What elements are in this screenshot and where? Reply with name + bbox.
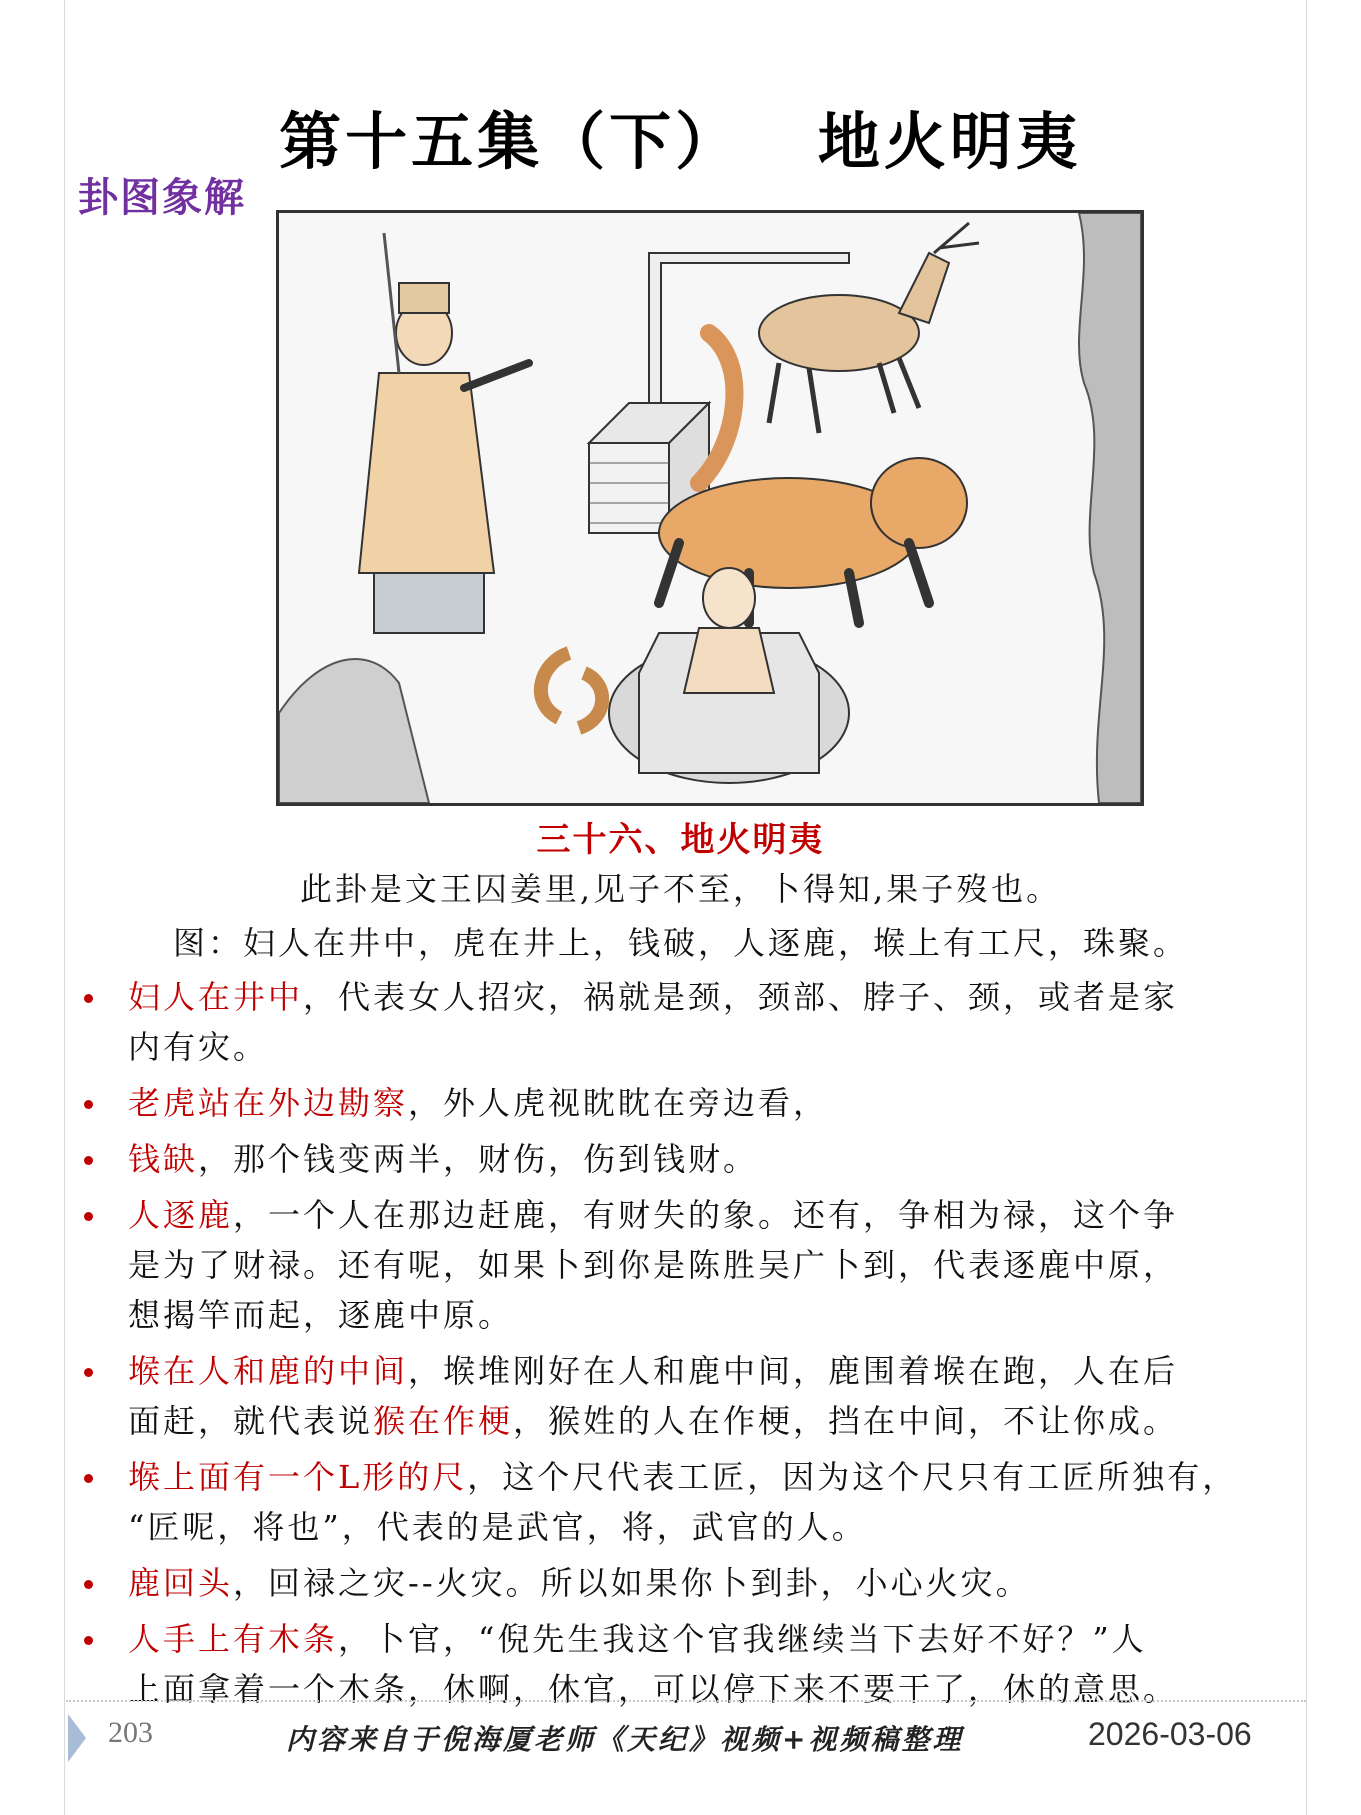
list-item bbox=[80, 1346, 1320, 1446]
plants-shape bbox=[279, 659, 429, 803]
body-text: 面赶，就代表说 bbox=[128, 1402, 374, 1440]
footer-divider bbox=[66, 1700, 1306, 1702]
footer-date: 2026-03-06 bbox=[1088, 1716, 1252, 1752]
highlighted-phrase: 老虎站在外边勘察 bbox=[128, 1084, 409, 1122]
list-item-line bbox=[128, 1078, 1320, 1128]
body-text: ，卜官，“倪先生我这个官我继续当下去好不好？”人 bbox=[338, 1620, 1147, 1658]
list-item bbox=[80, 1134, 1320, 1184]
bullet-dot-icon bbox=[84, 1580, 93, 1589]
intro-line-1: 此卦是文王囚姜里,见子不至，卜得知,果子歿也。 bbox=[299, 870, 1062, 908]
hexagram-illustration bbox=[276, 210, 1144, 806]
hexagram-caption: 三十六、地火明夷 bbox=[536, 820, 825, 860]
bullet-dot-icon bbox=[84, 1156, 93, 1165]
body-text: 是为了财禄。还有呢，如果卜到你是陈胜吴广卜到，代表逐鹿中原， bbox=[128, 1246, 1179, 1284]
interpretation-list bbox=[80, 972, 1320, 1720]
illustration-svg bbox=[279, 213, 1141, 803]
list-item-line bbox=[128, 972, 1320, 1022]
page-title: 第十五集（下） 地火明夷 bbox=[279, 105, 1082, 178]
section-label: 卦图象解 bbox=[78, 174, 246, 221]
highlighted-phrase: 钱缺 bbox=[128, 1140, 199, 1178]
list-item bbox=[80, 1614, 1320, 1714]
body-text: ，猴姓的人在作梗，挡在中间，不让你成。 bbox=[513, 1402, 1179, 1440]
tree-shape bbox=[1079, 213, 1141, 803]
highlighted-phrase: 人逐鹿 bbox=[128, 1196, 234, 1234]
body-text: ，堠堆刚好在人和鹿中间，鹿围着堠在跑，人在后 bbox=[408, 1352, 1179, 1390]
page-number: 203 bbox=[108, 1716, 153, 1749]
list-item-line bbox=[128, 1558, 1320, 1608]
bullet-dot-icon bbox=[84, 1474, 93, 1483]
list-item-line bbox=[128, 1452, 1320, 1502]
list-item-line bbox=[128, 1502, 1320, 1552]
list-item bbox=[80, 1078, 1320, 1128]
list-item bbox=[80, 1452, 1320, 1552]
highlighted-phrase: 堠上面有一个L形的尺 bbox=[128, 1458, 468, 1496]
list-item bbox=[80, 972, 1320, 1072]
list-item-line bbox=[128, 1290, 1320, 1340]
source-note: 内容来自于倪海厦老师《天纪》视频+视频稿整理 bbox=[286, 1723, 964, 1756]
bullet-dot-icon bbox=[84, 994, 93, 1003]
highlighted-phrase: 人手上有木条 bbox=[128, 1620, 339, 1658]
broken-coin bbox=[541, 653, 602, 728]
intro-line-2: 图：妇人在井中，虎在井上，钱破，人逐鹿，堠上有工尺，珠聚。 bbox=[172, 924, 1188, 962]
list-item-line bbox=[128, 1664, 1320, 1714]
body-text: ，一个人在那边赶鹿，有财失的象。还有，争相为禄，这个争 bbox=[233, 1196, 1179, 1234]
body-text: ，代表女人招灾，祸就是颈，颈部、脖子、颈，或者是家 bbox=[303, 978, 1179, 1016]
tiger-figure bbox=[659, 333, 967, 623]
list-item-line bbox=[128, 1240, 1320, 1290]
list-item-line bbox=[128, 1346, 1320, 1396]
body-text: “匠呢，将也”，代表的是武官，将，武官的人。 bbox=[128, 1508, 867, 1546]
body-text: 想揭竿而起，逐鹿中原。 bbox=[128, 1296, 514, 1334]
body-text: ，回禄之灾--火灾。所以如果你卜到卦，小心火灾。 bbox=[233, 1564, 1031, 1602]
next-page-arrow-icon[interactable] bbox=[68, 1714, 86, 1762]
well-with-woman bbox=[609, 568, 849, 783]
body-text: ，外人虎视眈眈在旁边看， bbox=[408, 1084, 829, 1122]
list-item-line bbox=[128, 1190, 1320, 1240]
body-text: 上面拿着一个木条，休啊，休官，可以停下来不要干了，休的意思。 bbox=[128, 1670, 1179, 1708]
bullet-dot-icon bbox=[84, 1636, 93, 1645]
bullet-dot-icon bbox=[84, 1212, 93, 1221]
body-text: 内有灾。 bbox=[128, 1028, 269, 1066]
highlighted-phrase: 猴在作梗 bbox=[373, 1402, 514, 1440]
highlighted-phrase: 鹿回头 bbox=[128, 1564, 234, 1602]
list-item-line bbox=[128, 1396, 1320, 1446]
body-text: ，那个钱变两半，财伤，伤到钱财。 bbox=[198, 1140, 759, 1178]
list-item bbox=[80, 1190, 1320, 1340]
man-figure bbox=[359, 233, 529, 633]
list-item-line bbox=[128, 1614, 1320, 1664]
highlighted-phrase: 妇人在井中 bbox=[128, 978, 304, 1016]
bullet-dot-icon bbox=[84, 1100, 93, 1109]
bullet-dot-icon bbox=[84, 1368, 93, 1377]
body-text: ，这个尺代表工匠，因为这个尺只有工匠所独有， bbox=[467, 1458, 1238, 1496]
list-item bbox=[80, 1558, 1320, 1608]
list-item-line bbox=[128, 1022, 1320, 1072]
highlighted-phrase: 堠在人和鹿的中间 bbox=[128, 1352, 409, 1390]
list-item-line bbox=[128, 1134, 1320, 1184]
